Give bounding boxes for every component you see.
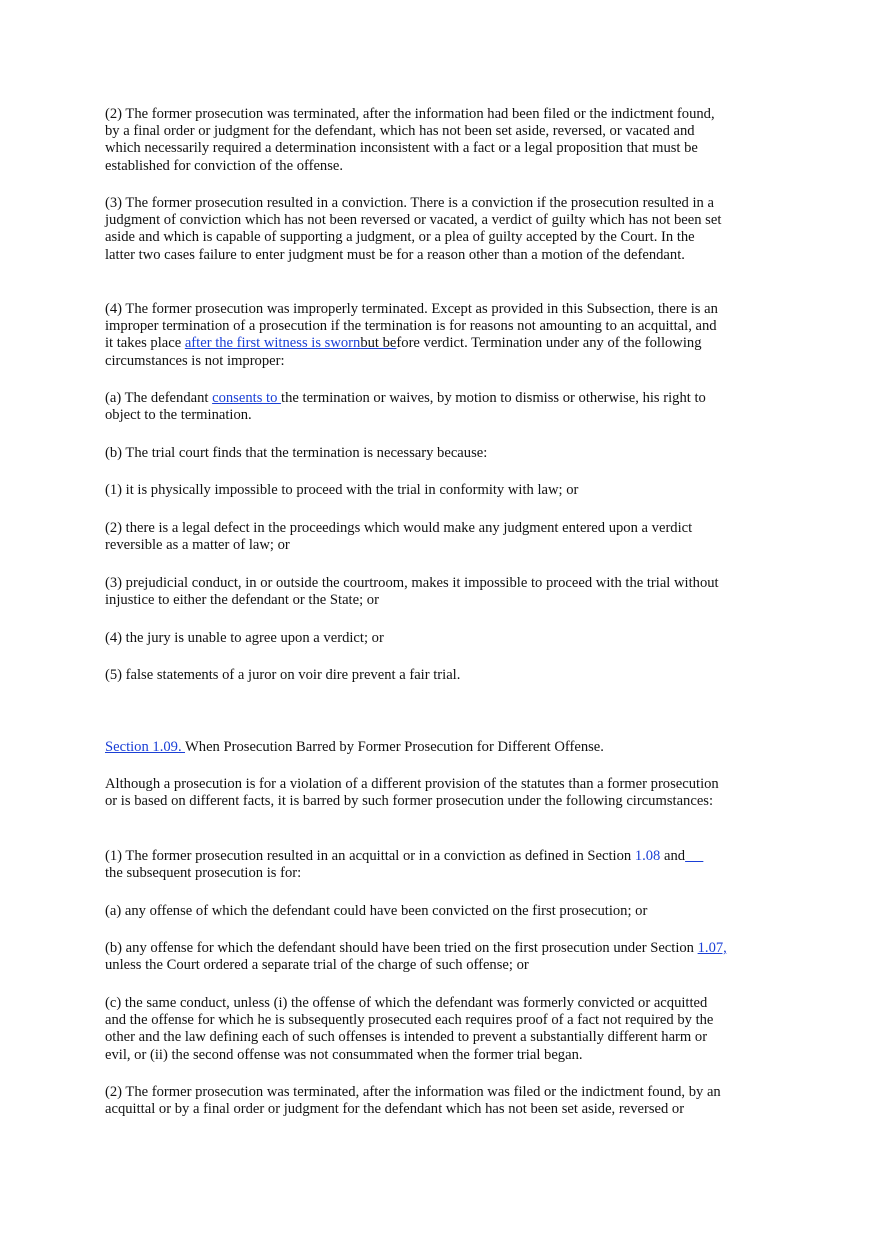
section-heading <box>105 739 727 756</box>
improper-termination-text-end: fore verdict. Termination under any of the following circumstances is not improper: <box>105 335 702 369</box>
trailing-underline <box>685 848 703 864</box>
paragraph-same-conduct: (c) the same conduct, unless (i) the offense of which the defendant was formerly convicted or acquitted and the offense for which he is subsequently prosecuted each requires proof of a fact not required by the other and the law defining each of such offenses is intended to prevent a substantially different harm or evil, or (ii) the second offense was not consummated when the former trial began. <box>105 995 714 1063</box>
section-1-09-link[interactable]: Section 1.09. <box>105 739 185 755</box>
paragraph-prejudicial-conduct: (3) prejudicial conduct, in or outside the courtroom, makes it impossible to proceed with the trial without injustice to either the defendant or the State; or <box>105 575 719 609</box>
paragraph-defendant-consents <box>105 390 727 424</box>
and-text: and <box>660 848 686 864</box>
after-first-witness-link[interactable]: after the first witness is sworn <box>184 335 361 352</box>
paragraph-acquittal-or-conviction <box>105 848 727 882</box>
paragraph-different-provision: Although a prosecution is for a violation of a different provision of the statutes than a former prosecution or is based on different facts, it is barred by such former prosecution under the following circumstances: <box>105 776 719 810</box>
paragraph-could-have-been-convicted: (a) any offense of which the defendant could have been convicted on the first prosecution; or <box>105 903 648 919</box>
defendant-consents-text: (a) The defendant <box>105 390 213 406</box>
section-1-07-link[interactable]: 1.07, <box>697 940 727 956</box>
improper-termination-text: (4) The former prosecution was improperly terminated. Except as provided in this Subsection, there is an improper termination of a prosecution if the termination is for reasons not amounting to an acquittal, and it takes place <box>105 301 718 352</box>
paragraph-improper-termination <box>105 301 727 370</box>
paragraph-former-prosecution-acquittal: (2) The former prosecution was terminated, after the information was filed or the indictment found, by an acquittal or by a final order or judgment for the defendant which has not been set aside, reversed or <box>105 1084 721 1118</box>
section-1-08-link[interactable]: 1.08 <box>634 848 661 864</box>
consents-to-link[interactable]: consents to <box>212 390 282 406</box>
paragraph-former-prosecution-conviction: (3) The former prosecution resulted in a conviction. There is a conviction if the prosecution resulted in a judgment of conviction which has not been reversed or vacated, a verdict of guilty which has not been set aside and which is capable of supporting a judgment, or a plea of guilty accepted by the Court. In the latter two cases failure to enter judgment must be for a reason other than a motion of the defendant. <box>105 195 722 263</box>
paragraph-physically-impossible: (1) it is physically impossible to proceed with the trial in conformity with law; or <box>105 482 579 498</box>
but-be-text: but be <box>360 335 397 352</box>
paragraph-jury-unable: (4) the jury is unable to agree upon a verdict; or <box>105 630 384 646</box>
should-have-been-tried-text-end: unless the Court ordered a separate trial of the charge of such offense; or <box>105 957 529 974</box>
paragraph-legal-defect: (2) there is a legal defect in the proceedings which would make any judgment entered upon a verdict reversible as a matter of law; or <box>105 520 693 554</box>
paragraph-trial-court-finds: (b) The trial court finds that the termination is necessary because: <box>105 445 488 461</box>
defendant-consents-text-end: the termination or waives, by motion to dismiss or otherwise, his right to object to the termination. <box>105 390 706 424</box>
paragraph-false-statements: (5) false statements of a juror on voir dire prevent a fair trial. <box>105 667 461 683</box>
acquittal-text: (1) The former prosecution resulted in an acquittal or in a conviction as defined in Section <box>105 848 635 864</box>
acquittal-text-end: the subsequent prosecution is for: <box>105 865 302 882</box>
should-have-been-tried-text: (b) any offense for which the defendant should have been tried on the first prosecution under Section <box>105 940 698 956</box>
paragraph-former-prosecution-terminated: (2) The former prosecution was terminated, after the information had been filed or the indictment found, by a final order or judgment for the defendant, which has not been set aside, reversed, or vacated and which necessarily required a determination inconsistent with a fact or a legal proposition that must be established for conviction of the offense. <box>105 106 715 174</box>
section-title: When Prosecution Barred by Former Prosecution for Different Offense. <box>185 739 604 755</box>
paragraph-should-have-been-tried <box>105 940 727 974</box>
